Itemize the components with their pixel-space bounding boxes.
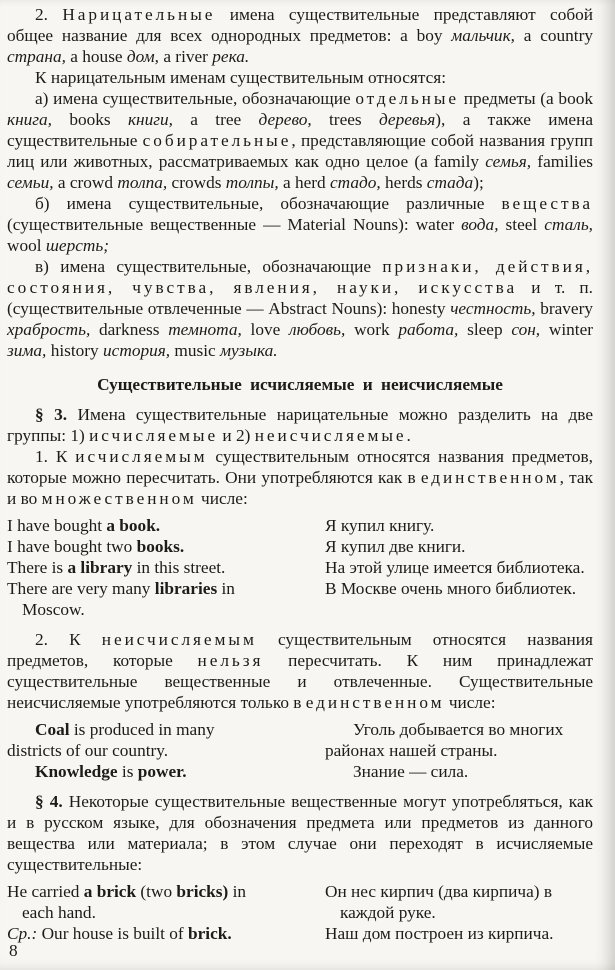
text-run: стадо,	[330, 173, 381, 192]
text-run: crowds	[167, 173, 226, 192]
example-line	[325, 536, 593, 557]
example-russian	[325, 719, 593, 761]
text-run: сталь,	[544, 215, 594, 234]
text-run: исчисляемым	[75, 447, 208, 466]
text-run: работа,	[398, 320, 459, 339]
text-run: книги,	[127, 110, 173, 129]
example-line	[7, 923, 309, 944]
text-run: § 4.	[35, 792, 63, 811]
text-run: books.	[136, 537, 185, 556]
text-run: There are very many	[7, 579, 155, 598]
text-run: (two	[136, 882, 177, 901]
example-russian	[325, 881, 593, 923]
example-line	[325, 740, 593, 761]
text-run: There is	[7, 558, 68, 577]
text-run: существительным относятся названия предметов, которые	[7, 630, 593, 670]
text-run: 2. К	[35, 630, 102, 649]
example-line	[325, 557, 593, 578]
text-run: bravery	[535, 299, 593, 318]
example-line	[7, 761, 309, 782]
text-run: steel	[498, 215, 545, 234]
text-run: Наш дом построен из кирпича.	[325, 924, 554, 943]
example-english	[7, 761, 309, 782]
text-run: Уголь добывается во многих	[353, 720, 564, 739]
text-run: I have bought	[7, 516, 107, 535]
text-run: books	[52, 110, 128, 129]
text-run: a house	[65, 47, 127, 66]
text-run: существительным относятся названия предметов, которые можно пересчитать. Они употребляются как в	[7, 447, 593, 487]
text-run: исчисляемые	[89, 426, 219, 445]
example-row	[7, 761, 593, 782]
text-run: Я купил две книги.	[325, 537, 466, 556]
paragraph-countable	[7, 446, 593, 509]
text-run: любовь,	[289, 320, 346, 339]
paragraph-uncountable	[7, 629, 593, 713]
text-run: families	[531, 152, 593, 171]
text-run: дерево,	[258, 110, 312, 129]
example-russian	[325, 578, 593, 620]
text-run: единственном	[305, 693, 445, 712]
text-run: § 3.	[35, 405, 68, 424]
text-run: Нарицательные	[62, 5, 216, 24]
example-line	[7, 902, 309, 923]
text-run: страна,	[7, 47, 66, 66]
text-run: a river	[159, 47, 213, 66]
text-run: река.	[212, 47, 250, 66]
text-run: Знание — сила.	[353, 762, 469, 781]
text-run: стада	[426, 173, 474, 192]
page-number: 8	[9, 941, 18, 960]
text-run: семья,	[485, 152, 532, 171]
example-row	[7, 515, 593, 536]
text-run: мальчик,	[451, 26, 515, 45]
example-russian	[325, 923, 593, 944]
text-run: и 2)	[218, 426, 255, 445]
text-run: Knowledge	[35, 762, 118, 781]
text-run: зима,	[7, 341, 47, 360]
text-run: толпы,	[225, 173, 279, 192]
text-run: числе:	[444, 693, 496, 712]
text-run: He carried	[7, 882, 84, 901]
text-run: единственном	[420, 468, 560, 487]
example-row	[7, 578, 593, 620]
section-heading	[7, 374, 593, 395]
example-row	[7, 881, 593, 923]
text-run: a brick	[83, 882, 137, 901]
examples-countable	[7, 515, 593, 620]
text-run: bricks)	[176, 882, 229, 901]
examples-material	[7, 881, 593, 944]
text-run: темнота,	[168, 320, 242, 339]
text-run: множественном	[41, 489, 197, 508]
example-row	[7, 923, 593, 944]
text-run: is produced in many	[69, 720, 215, 739]
text-run: музыка.	[220, 341, 278, 360]
text-run: in	[228, 882, 247, 901]
text-run: вещества	[501, 194, 593, 213]
text-run: );	[473, 173, 484, 192]
text-run: a herd	[278, 173, 330, 192]
text-run: На этой улице имеется библиотека.	[325, 558, 585, 577]
text-run: числе:	[196, 489, 248, 508]
text-run: Имена существительные нарицательные можно разделить на две группы: 1)	[7, 405, 594, 445]
example-line	[7, 719, 309, 740]
text-run: , так и во	[7, 468, 593, 508]
example-line	[7, 515, 309, 536]
text-run: 1. К	[35, 447, 76, 466]
example-line	[325, 578, 593, 599]
text-run: в) имена существительные, обозначающие	[35, 257, 383, 276]
example-english	[7, 719, 309, 761]
text-run: love	[241, 320, 290, 339]
text-run: вода,	[461, 215, 499, 234]
example-english	[7, 923, 309, 944]
text-run: Moscow.	[22, 600, 85, 619]
text-run: каждой руке.	[340, 903, 436, 922]
example-english	[7, 536, 309, 557]
text-run: районах нашей страны.	[325, 741, 498, 760]
text-run: история,	[103, 341, 171, 360]
text-run: отдельные	[355, 89, 460, 108]
text-run: power.	[137, 762, 187, 781]
example-russian	[325, 761, 593, 782]
example-english	[7, 881, 309, 923]
text-run: Он нес кирпич (два кирпича) в	[325, 882, 553, 901]
example-line	[7, 881, 309, 902]
example-english	[7, 557, 309, 578]
text-run: winter	[540, 320, 594, 339]
example-line	[325, 902, 593, 923]
text-run: честность,	[450, 299, 536, 318]
example-line	[7, 536, 309, 557]
example-english	[7, 578, 309, 620]
text-run: семьи,	[7, 173, 54, 192]
text-run: brick.	[187, 924, 232, 943]
paragraph-item-b	[7, 193, 593, 256]
text-run: неисчисляемые	[254, 426, 407, 445]
text-run: (существительные вещественные — Material Nouns): water	[7, 215, 462, 234]
example-line	[325, 923, 593, 944]
text-run: in	[217, 579, 235, 598]
example-line	[325, 761, 593, 782]
text-run: и т. п. (существительные отвлеченные — Abstract Nouns): honesty	[7, 278, 593, 318]
text-run: Our house is built of	[37, 924, 188, 943]
text-run: a book.	[106, 516, 161, 535]
text-run: сон,	[511, 320, 541, 339]
text-run: а) имена существительные, обозначающие	[35, 89, 356, 108]
text-run: each hand.	[22, 903, 96, 922]
text-run: храбрость,	[7, 320, 91, 339]
example-russian	[325, 536, 593, 557]
text-run: нельзя	[197, 651, 264, 670]
example-line	[325, 719, 593, 740]
paragraph-item-a	[7, 88, 593, 193]
text-run: history	[46, 341, 104, 360]
text-run: имена существительные представляют собой общее название для всех однородных предметов: a boy	[7, 5, 594, 45]
example-line	[7, 740, 309, 761]
text-run: is	[117, 762, 138, 781]
paragraph-s3	[7, 404, 593, 446]
text-run: б) имена существительные, обозначающие различные	[35, 194, 502, 213]
example-russian	[325, 515, 593, 536]
text-run: дом,	[126, 47, 159, 66]
text-run: Некоторые существительные вещественные могут употребляться, как и в русском языке, для обозначения предмета или предметов из данного вещества или материала; в этом случае они переходят в исчисляемые существительные:	[7, 792, 594, 874]
text-run: trees	[311, 110, 379, 129]
paragraph-common-nouns	[7, 4, 593, 67]
text-run: предметы (a book	[459, 89, 593, 108]
text-run: ), а также имена существительные	[7, 110, 593, 150]
example-russian	[325, 557, 593, 578]
text-run: libraries	[154, 579, 218, 598]
text-run: wool	[7, 236, 46, 255]
example-row	[7, 719, 593, 761]
text-run: a library	[67, 558, 133, 577]
text-run: in this street.	[132, 558, 226, 577]
text-run: Coal	[35, 720, 70, 739]
paragraph-item-v	[7, 256, 593, 361]
example-row	[7, 557, 593, 578]
text-run: шерсть;	[45, 236, 110, 255]
paragraph-s4	[7, 791, 593, 875]
text-run: Существительные исчисляемые и неисчисляемые	[97, 375, 503, 394]
paragraph-intro-list	[7, 67, 593, 88]
text-run: sleep	[458, 320, 512, 339]
text-run: книга,	[7, 110, 53, 129]
text-run: толпа,	[117, 173, 168, 192]
text-run: music	[170, 341, 221, 360]
text-run: 2.	[35, 5, 63, 24]
example-english	[7, 515, 309, 536]
text-run: a crowd	[53, 173, 118, 192]
example-row	[7, 536, 593, 557]
text-run: herds	[380, 173, 427, 192]
text-run: work	[345, 320, 399, 339]
example-line	[7, 557, 309, 578]
text-run: darkness	[90, 320, 169, 339]
text-run: Я купил книгу.	[325, 516, 435, 535]
text-run: признаки, действия, состояния, чувства, явления, науки, искусства	[7, 257, 593, 297]
example-line	[325, 881, 593, 902]
text-run: деревья	[378, 110, 436, 129]
text-run: I have bought two	[7, 537, 137, 556]
text-run: .	[406, 426, 411, 445]
text-run: Ср.:	[7, 924, 38, 943]
text-run: неисчисляемым	[101, 630, 257, 649]
example-line	[325, 515, 593, 536]
text-run: a tree	[172, 110, 259, 129]
text-run: , представляющие собой названия групп лиц или животных, рассматриваемых как одно целое (a family	[7, 131, 593, 171]
examples-uncountable	[7, 719, 593, 782]
text-run: пересчитать. К ним принадлежат существительные вещественные и отвлеченные. Существительные неисчисляемые употребляются только в	[7, 651, 593, 712]
text-run: К нарицательным именам существительным относятся:	[35, 68, 447, 87]
example-line	[7, 578, 309, 599]
example-line	[7, 599, 309, 620]
text-run: districts of our country.	[7, 741, 169, 760]
text-run: a country	[514, 26, 593, 45]
text-run: В Москве очень много библиотек.	[325, 579, 577, 598]
text-run: собирательные	[142, 131, 292, 150]
